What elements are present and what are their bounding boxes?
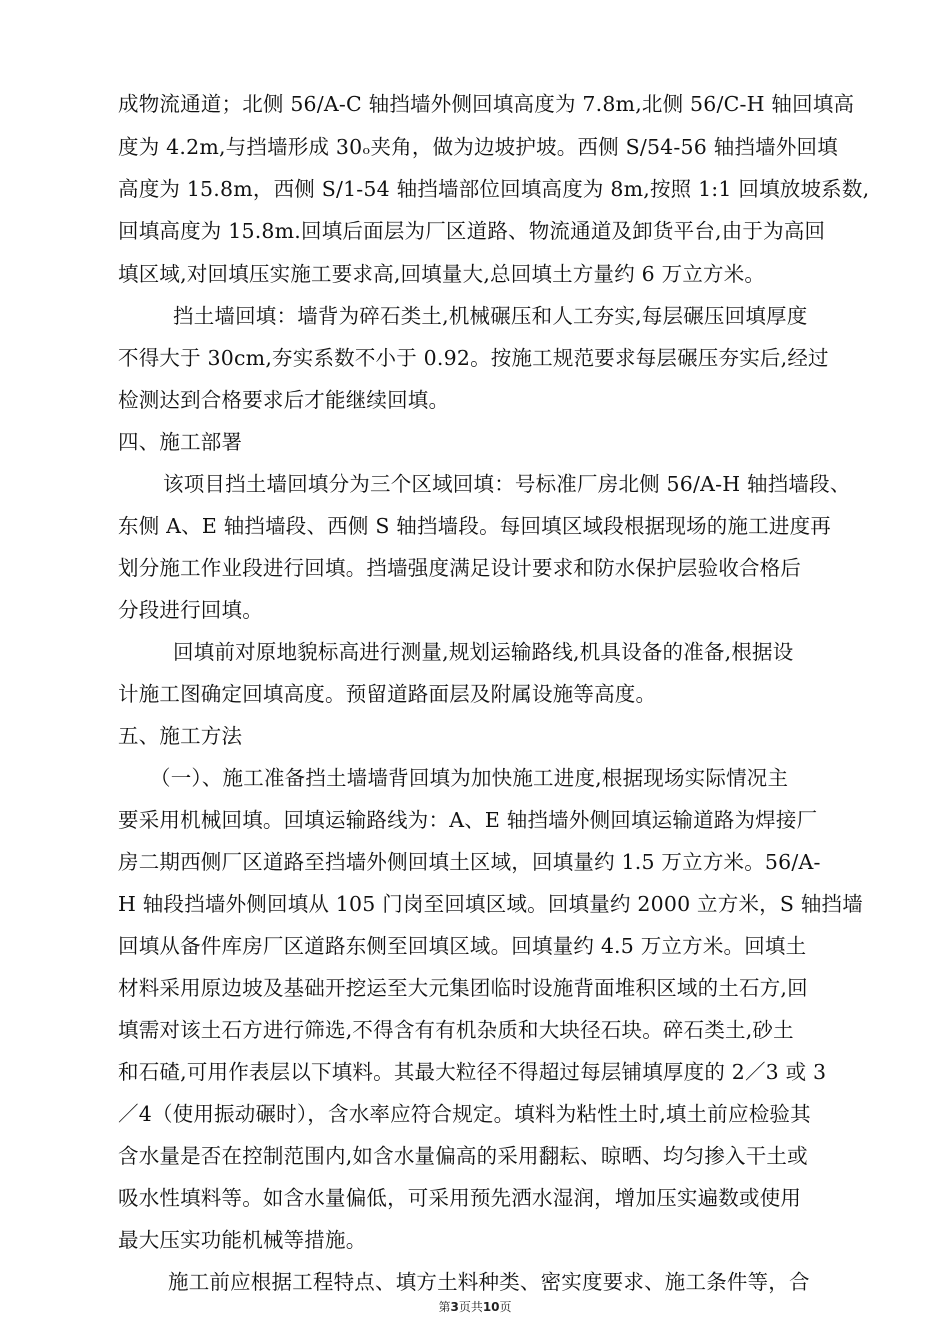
text-line-25: ／4（使用振动碾时），含水率应符合规定。填料为粘性土时,填土前应检验其 [118, 1102, 811, 1126]
text-line-5: 填区域,对回填压实施工要求高,回填量大,总回填土方量约 6 万立方米。 [118, 262, 766, 286]
text-line-13: 分段进行回填。 [118, 598, 263, 622]
text-line-24: 和石碴,可用作表层以下填料。其最大粒径不得超过每层铺填厚度的 2／3 或 3 [118, 1060, 827, 1084]
text-line-1: 成物流通道；北侧 56/A-C 轴挡墙外侧回填高度为 7.8m,北侧 56/C-H 轴回填高 [118, 92, 855, 116]
text-line-27: 吸水性填料等。如含水量偏低，可采用预先洒水湿润，增加压实遍数或使用 [118, 1186, 802, 1210]
text-line-22: 材料采用原边坡及基础开挖运至大元集团临时设施背面堆积区域的土石方,回 [118, 976, 808, 1000]
text-line-3: 高度为 15.8m，西侧 S/1-54 轴挡墙部位回填高度为 8m,按照 1:1 回填放坡系数, [118, 177, 870, 201]
footer-page-number: 3 [450, 1300, 459, 1314]
page-footer [0, 1298, 950, 1315]
text-line-29: 施工前应根据工程特点、填方土料种类、密实度要求、施工条件等，合 [168, 1270, 810, 1294]
text-line-19: 房二期西侧厂区道路至挡墙外侧回填土区域，回填量约 1.5 万立方米。56/A- [118, 850, 821, 874]
footer-total-pages: 10 [482, 1300, 500, 1314]
text-line-15: 计施工图确定回填高度。预留道路面层及附属设施等高度。 [118, 682, 657, 706]
footer-prefix: 第 [438, 1300, 451, 1314]
text-line-23: 填需对该土石方进行筛选,不得含有有机杂质和大块径石块。碎石类土,砂土 [118, 1018, 794, 1042]
text-line-12: 划分施工作业段进行回填。挡墙强度满足设计要求和防水保护层验收合格后 [118, 556, 802, 580]
text-line-21: 回填从备件库房厂区道路东侧至回填区域。回填量约 4.5 万立方米。回填土 [118, 934, 807, 958]
text-line-10: 该项目挡土墙回填分为三个区域回填：号标准厂房北侧 56/A-H 轴挡墙段、 [163, 472, 851, 496]
section-heading-5: 五、施工方法 [118, 724, 243, 748]
text-line-18: 要采用机械回填。回填运输路线为：A、E 轴挡墙外侧回填运输道路为焊接厂 [118, 808, 818, 832]
text-line-8: 检测达到合格要求后才能继续回填。 [118, 388, 450, 412]
text-line-20: H 轴段挡墙外侧回填从 105 门岗至回填区域。回填量约 2000 立方米，S 轴挡墙 [118, 892, 863, 916]
text-line-7: 不得大于 30cm,夯实系数不小于 0.92。按施工规范要求每层碾压夯实后,经过 [118, 346, 829, 370]
footer-middle: 页共 [458, 1300, 483, 1314]
text-line-4: 回填高度为 15.8m.回填后面层为厂区道路、物流通道及卸货平台,由于为高回 [118, 219, 826, 243]
text-line-28: 最大压实功能机械等措施。 [118, 1228, 367, 1252]
text-line-2: 度为 4.2m,与挡墙形成 30ₒ夹角，做为边坡护坡。西侧 S/54-56 轴挡墙外回填 [118, 135, 838, 159]
text-line-6: 挡土墙回填：墙背为碎石类土,机械碾压和人工夯实,每层碾压回填厚度 [173, 304, 808, 328]
section-heading-4: 四、施工部署 [118, 430, 243, 454]
text-line-11: 东侧 A、E 轴挡墙段、西侧 S 轴挡墙段。每回填区域段根据现场的施工进度再 [118, 514, 831, 538]
text-line-26: 含水量是否在控制范围内,如含水量偏高的采用翻耘、晾晒、均匀掺入干土或 [118, 1144, 808, 1168]
footer-suffix: 页 [499, 1300, 512, 1314]
text-line-17: （一）、施工准备挡土墙墙背回填为加快施工进度,根据现场实际情况主 [150, 766, 789, 790]
text-line-14: 回填前对原地貌标高进行测量,规划运输路线,机具设备的准备,根据设 [173, 640, 794, 664]
